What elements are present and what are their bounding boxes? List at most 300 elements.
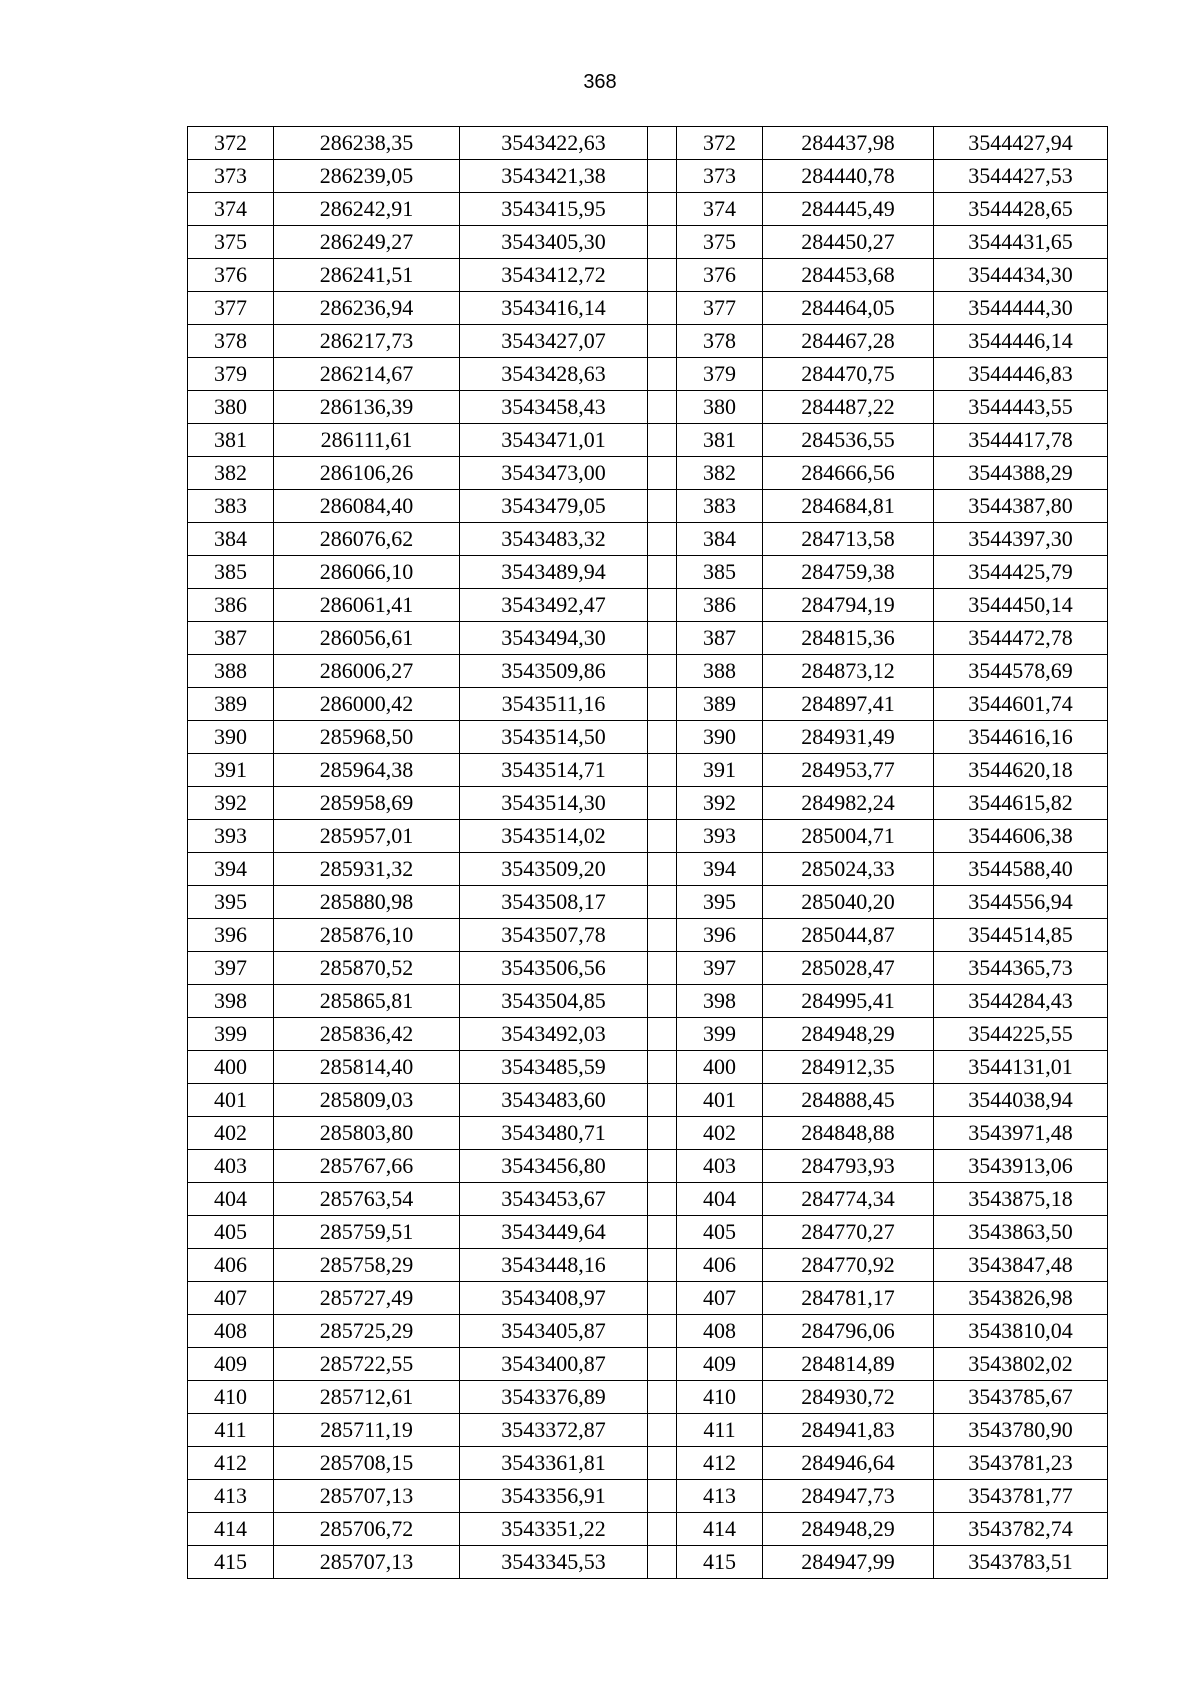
left-x-coordinate-cell: 285711,19 (274, 1414, 460, 1447)
table-row (188, 259, 1108, 292)
spacer-cell (648, 1381, 677, 1414)
right-point-number-cell: 372 (677, 127, 763, 160)
table-row (188, 1513, 1108, 1546)
right-x-coordinate-cell: 284814,89 (763, 1348, 934, 1381)
right-x-coordinate-cell: 284781,17 (763, 1282, 934, 1315)
right-y-coordinate-cell: 3544225,55 (934, 1018, 1108, 1051)
spacer-cell (648, 1117, 677, 1150)
right-point-number-cell: 405 (677, 1216, 763, 1249)
right-point-number-cell: 395 (677, 886, 763, 919)
right-x-coordinate-cell: 284464,05 (763, 292, 934, 325)
left-point-number-cell: 380 (188, 391, 274, 424)
left-y-coordinate-cell: 3543511,16 (460, 688, 648, 721)
left-y-coordinate-cell: 3543514,50 (460, 721, 648, 754)
right-y-coordinate-cell: 3544434,30 (934, 259, 1108, 292)
table-row (188, 1216, 1108, 1249)
left-point-number-cell: 397 (188, 952, 274, 985)
page-number: 368 (583, 71, 617, 93)
table-row (188, 1381, 1108, 1414)
left-point-number-cell: 415 (188, 1546, 274, 1579)
right-x-coordinate-cell: 284912,35 (763, 1051, 934, 1084)
right-x-coordinate-cell: 284995,41 (763, 985, 934, 1018)
left-point-number-cell: 402 (188, 1117, 274, 1150)
right-point-number-cell: 401 (677, 1084, 763, 1117)
right-x-coordinate-cell: 284873,12 (763, 655, 934, 688)
right-point-number-cell: 374 (677, 193, 763, 226)
right-x-coordinate-cell: 284941,83 (763, 1414, 934, 1447)
right-point-number-cell: 379 (677, 358, 763, 391)
right-point-number-cell: 396 (677, 919, 763, 952)
right-point-number-cell: 387 (677, 622, 763, 655)
spacer-cell (648, 1216, 677, 1249)
right-y-coordinate-cell: 3543802,02 (934, 1348, 1108, 1381)
left-point-number-cell: 389 (188, 688, 274, 721)
right-point-number-cell: 406 (677, 1249, 763, 1282)
right-point-number-cell: 407 (677, 1282, 763, 1315)
left-y-coordinate-cell: 3543405,87 (460, 1315, 648, 1348)
right-y-coordinate-cell: 3543847,48 (934, 1249, 1108, 1282)
spacer-cell (648, 1183, 677, 1216)
right-point-number-cell: 389 (677, 688, 763, 721)
right-x-coordinate-cell: 284982,24 (763, 787, 934, 820)
right-y-coordinate-cell: 3544417,78 (934, 424, 1108, 457)
right-x-coordinate-cell: 284684,81 (763, 490, 934, 523)
left-point-number-cell: 409 (188, 1348, 274, 1381)
table-row (188, 688, 1108, 721)
left-y-coordinate-cell: 3543448,16 (460, 1249, 648, 1282)
table-row (188, 424, 1108, 457)
right-x-coordinate-cell: 284453,68 (763, 259, 934, 292)
right-y-coordinate-cell: 3543781,77 (934, 1480, 1108, 1513)
right-point-number-cell: 397 (677, 952, 763, 985)
spacer-cell (648, 1249, 677, 1282)
right-x-coordinate-cell: 284713,58 (763, 523, 934, 556)
left-point-number-cell: 401 (188, 1084, 274, 1117)
spacer-cell (648, 127, 677, 160)
left-y-coordinate-cell: 3543421,38 (460, 160, 648, 193)
right-point-number-cell: 382 (677, 457, 763, 490)
right-x-coordinate-cell: 284930,72 (763, 1381, 934, 1414)
spacer-cell (648, 589, 677, 622)
left-point-number-cell: 376 (188, 259, 274, 292)
left-x-coordinate-cell: 285722,55 (274, 1348, 460, 1381)
spacer-cell (648, 1315, 677, 1348)
left-y-coordinate-cell: 3543485,59 (460, 1051, 648, 1084)
table-row (188, 556, 1108, 589)
table-row (188, 1282, 1108, 1315)
spacer-cell (648, 1546, 677, 1579)
left-x-coordinate-cell: 285958,69 (274, 787, 460, 820)
spacer-cell (648, 853, 677, 886)
left-y-coordinate-cell: 3543408,97 (460, 1282, 648, 1315)
right-x-coordinate-cell: 284897,41 (763, 688, 934, 721)
left-x-coordinate-cell: 285957,01 (274, 820, 460, 853)
right-y-coordinate-cell: 3543875,18 (934, 1183, 1108, 1216)
left-x-coordinate-cell: 285814,40 (274, 1051, 460, 1084)
left-x-coordinate-cell: 285876,10 (274, 919, 460, 952)
right-y-coordinate-cell: 3543783,51 (934, 1546, 1108, 1579)
left-point-number-cell: 388 (188, 655, 274, 688)
left-x-coordinate-cell: 286241,51 (274, 259, 460, 292)
spacer-cell (648, 1084, 677, 1117)
spacer-cell (648, 259, 677, 292)
right-y-coordinate-cell: 3543780,90 (934, 1414, 1108, 1447)
left-point-number-cell: 381 (188, 424, 274, 457)
spacer-cell (648, 391, 677, 424)
left-point-number-cell: 396 (188, 919, 274, 952)
table-row (188, 655, 1108, 688)
table-row (188, 952, 1108, 985)
spacer-cell (648, 1018, 677, 1051)
left-point-number-cell: 383 (188, 490, 274, 523)
right-y-coordinate-cell: 3543810,04 (934, 1315, 1108, 1348)
left-point-number-cell: 373 (188, 160, 274, 193)
table-row (188, 1546, 1108, 1579)
right-y-coordinate-cell: 3544556,94 (934, 886, 1108, 919)
left-point-number-cell: 372 (188, 127, 274, 160)
right-x-coordinate-cell: 284770,27 (763, 1216, 934, 1249)
right-x-coordinate-cell: 284948,29 (763, 1018, 934, 1051)
table-row (188, 1117, 1108, 1150)
right-point-number-cell: 399 (677, 1018, 763, 1051)
right-y-coordinate-cell: 3544578,69 (934, 655, 1108, 688)
left-point-number-cell: 378 (188, 325, 274, 358)
right-point-number-cell: 414 (677, 1513, 763, 1546)
table-row (188, 523, 1108, 556)
left-point-number-cell: 390 (188, 721, 274, 754)
right-point-number-cell: 409 (677, 1348, 763, 1381)
left-y-coordinate-cell: 3543351,22 (460, 1513, 648, 1546)
spacer-cell (648, 622, 677, 655)
spacer-cell (648, 1051, 677, 1084)
left-point-number-cell: 413 (188, 1480, 274, 1513)
left-x-coordinate-cell: 285870,52 (274, 952, 460, 985)
table-row (188, 1183, 1108, 1216)
left-x-coordinate-cell: 285725,29 (274, 1315, 460, 1348)
right-x-coordinate-cell: 284437,98 (763, 127, 934, 160)
spacer-cell (648, 952, 677, 985)
right-point-number-cell: 378 (677, 325, 763, 358)
right-point-number-cell: 377 (677, 292, 763, 325)
left-point-number-cell: 375 (188, 226, 274, 259)
spacer-cell (648, 325, 677, 358)
table-row (188, 985, 1108, 1018)
right-point-number-cell: 393 (677, 820, 763, 853)
right-point-number-cell: 373 (677, 160, 763, 193)
right-point-number-cell: 402 (677, 1117, 763, 1150)
left-x-coordinate-cell: 285803,80 (274, 1117, 460, 1150)
left-y-coordinate-cell: 3543483,32 (460, 523, 648, 556)
right-y-coordinate-cell: 3544616,16 (934, 721, 1108, 754)
spacer-cell (648, 193, 677, 226)
left-x-coordinate-cell: 286111,61 (274, 424, 460, 457)
left-x-coordinate-cell: 286066,10 (274, 556, 460, 589)
right-point-number-cell: 375 (677, 226, 763, 259)
spacer-cell (648, 292, 677, 325)
spacer-cell (648, 1348, 677, 1381)
spacer-cell (648, 655, 677, 688)
left-point-number-cell: 391 (188, 754, 274, 787)
spacer-cell (648, 754, 677, 787)
right-x-coordinate-cell: 284947,73 (763, 1480, 934, 1513)
left-y-coordinate-cell: 3543356,91 (460, 1480, 648, 1513)
table-row (188, 853, 1108, 886)
right-point-number-cell: 404 (677, 1183, 763, 1216)
left-point-number-cell: 393 (188, 820, 274, 853)
right-y-coordinate-cell: 3543826,98 (934, 1282, 1108, 1315)
right-y-coordinate-cell: 3544388,29 (934, 457, 1108, 490)
left-x-coordinate-cell: 285836,42 (274, 1018, 460, 1051)
left-point-number-cell: 399 (188, 1018, 274, 1051)
right-x-coordinate-cell: 284770,92 (763, 1249, 934, 1282)
right-x-coordinate-cell: 284931,49 (763, 721, 934, 754)
table-row (188, 820, 1108, 853)
right-y-coordinate-cell: 3544284,43 (934, 985, 1108, 1018)
right-point-number-cell: 384 (677, 523, 763, 556)
spacer-cell (648, 688, 677, 721)
left-y-coordinate-cell: 3543492,03 (460, 1018, 648, 1051)
right-point-number-cell: 410 (677, 1381, 763, 1414)
left-y-coordinate-cell: 3543415,95 (460, 193, 648, 226)
spacer-cell (648, 523, 677, 556)
spacer-cell (648, 226, 677, 259)
right-y-coordinate-cell: 3544444,30 (934, 292, 1108, 325)
right-y-coordinate-cell: 3544472,78 (934, 622, 1108, 655)
left-point-number-cell: 403 (188, 1150, 274, 1183)
left-x-coordinate-cell: 286217,73 (274, 325, 460, 358)
right-point-number-cell: 383 (677, 490, 763, 523)
right-y-coordinate-cell: 3544387,80 (934, 490, 1108, 523)
table-row (188, 160, 1108, 193)
right-x-coordinate-cell: 285040,20 (763, 886, 934, 919)
left-x-coordinate-cell: 285767,66 (274, 1150, 460, 1183)
spacer-cell (648, 490, 677, 523)
spacer-cell (648, 1480, 677, 1513)
right-point-number-cell: 411 (677, 1414, 763, 1447)
left-y-coordinate-cell: 3543473,00 (460, 457, 648, 490)
left-y-coordinate-cell: 3543422,63 (460, 127, 648, 160)
left-point-number-cell: 400 (188, 1051, 274, 1084)
spacer-cell (648, 358, 677, 391)
right-point-number-cell: 388 (677, 655, 763, 688)
left-x-coordinate-cell: 286106,26 (274, 457, 460, 490)
left-point-number-cell: 412 (188, 1447, 274, 1480)
left-y-coordinate-cell: 3543361,81 (460, 1447, 648, 1480)
left-point-number-cell: 395 (188, 886, 274, 919)
left-x-coordinate-cell: 285865,81 (274, 985, 460, 1018)
left-x-coordinate-cell: 285964,38 (274, 754, 460, 787)
table-row (188, 193, 1108, 226)
right-x-coordinate-cell: 284888,45 (763, 1084, 934, 1117)
right-y-coordinate-cell: 3544131,01 (934, 1051, 1108, 1084)
left-x-coordinate-cell: 286056,61 (274, 622, 460, 655)
left-x-coordinate-cell: 285706,72 (274, 1513, 460, 1546)
left-y-coordinate-cell: 3543514,02 (460, 820, 648, 853)
spacer-cell (648, 919, 677, 952)
spacer-cell (648, 787, 677, 820)
right-y-coordinate-cell: 3544443,55 (934, 391, 1108, 424)
right-y-coordinate-cell: 3544601,74 (934, 688, 1108, 721)
table-row (188, 1018, 1108, 1051)
left-y-coordinate-cell: 3543405,30 (460, 226, 648, 259)
right-point-number-cell: 400 (677, 1051, 763, 1084)
right-y-coordinate-cell: 3544397,30 (934, 523, 1108, 556)
right-y-coordinate-cell: 3543781,23 (934, 1447, 1108, 1480)
table-row (188, 1150, 1108, 1183)
right-x-coordinate-cell: 284947,99 (763, 1546, 934, 1579)
right-y-coordinate-cell: 3544620,18 (934, 754, 1108, 787)
right-point-number-cell: 412 (677, 1447, 763, 1480)
right-point-number-cell: 394 (677, 853, 763, 886)
right-x-coordinate-cell: 284815,36 (763, 622, 934, 655)
right-y-coordinate-cell: 3544428,65 (934, 193, 1108, 226)
table-row (188, 292, 1108, 325)
right-point-number-cell: 408 (677, 1315, 763, 1348)
left-y-coordinate-cell: 3543345,53 (460, 1546, 648, 1579)
right-x-coordinate-cell: 284666,56 (763, 457, 934, 490)
right-point-number-cell: 398 (677, 985, 763, 1018)
left-y-coordinate-cell: 3543489,94 (460, 556, 648, 589)
right-y-coordinate-cell: 3544615,82 (934, 787, 1108, 820)
left-point-number-cell: 374 (188, 193, 274, 226)
left-y-coordinate-cell: 3543494,30 (460, 622, 648, 655)
right-x-coordinate-cell: 284487,22 (763, 391, 934, 424)
left-y-coordinate-cell: 3543449,64 (460, 1216, 648, 1249)
left-x-coordinate-cell: 285968,50 (274, 721, 460, 754)
left-point-number-cell: 404 (188, 1183, 274, 1216)
right-x-coordinate-cell: 284467,28 (763, 325, 934, 358)
left-x-coordinate-cell: 285707,13 (274, 1546, 460, 1579)
right-point-number-cell: 380 (677, 391, 763, 424)
left-x-coordinate-cell: 285880,98 (274, 886, 460, 919)
spacer-cell (648, 160, 677, 193)
table-row (188, 754, 1108, 787)
left-y-coordinate-cell: 3543483,60 (460, 1084, 648, 1117)
left-x-coordinate-cell: 285708,15 (274, 1447, 460, 1480)
table-row (188, 919, 1108, 952)
left-x-coordinate-cell: 286006,27 (274, 655, 460, 688)
spacer-cell (648, 886, 677, 919)
right-x-coordinate-cell: 284450,27 (763, 226, 934, 259)
left-point-number-cell: 410 (188, 1381, 274, 1414)
right-x-coordinate-cell: 284774,34 (763, 1183, 934, 1216)
left-x-coordinate-cell: 285809,03 (274, 1084, 460, 1117)
left-x-coordinate-cell: 285707,13 (274, 1480, 460, 1513)
table-row (188, 787, 1108, 820)
right-x-coordinate-cell: 285028,47 (763, 952, 934, 985)
right-point-number-cell: 403 (677, 1150, 763, 1183)
right-x-coordinate-cell: 284794,19 (763, 589, 934, 622)
left-point-number-cell: 411 (188, 1414, 274, 1447)
coordinates-table-body (188, 127, 1108, 1579)
left-y-coordinate-cell: 3543514,30 (460, 787, 648, 820)
left-y-coordinate-cell: 3543507,78 (460, 919, 648, 952)
right-point-number-cell: 386 (677, 589, 763, 622)
left-point-number-cell: 384 (188, 523, 274, 556)
left-y-coordinate-cell: 3543412,72 (460, 259, 648, 292)
right-x-coordinate-cell: 284793,93 (763, 1150, 934, 1183)
left-x-coordinate-cell: 286214,67 (274, 358, 460, 391)
right-y-coordinate-cell: 3543971,48 (934, 1117, 1108, 1150)
table-row (188, 1249, 1108, 1282)
right-y-coordinate-cell: 3544514,85 (934, 919, 1108, 952)
left-x-coordinate-cell: 286239,05 (274, 160, 460, 193)
left-point-number-cell: 394 (188, 853, 274, 886)
left-point-number-cell: 406 (188, 1249, 274, 1282)
left-y-coordinate-cell: 3543427,07 (460, 325, 648, 358)
left-x-coordinate-cell: 285759,51 (274, 1216, 460, 1249)
spacer-cell (648, 1150, 677, 1183)
right-point-number-cell: 392 (677, 787, 763, 820)
left-y-coordinate-cell: 3543492,47 (460, 589, 648, 622)
spacer-cell (648, 721, 677, 754)
spacer-cell (648, 556, 677, 589)
left-point-number-cell: 377 (188, 292, 274, 325)
spacer-cell (648, 1282, 677, 1315)
left-x-coordinate-cell: 286076,62 (274, 523, 460, 556)
table-row (188, 457, 1108, 490)
right-point-number-cell: 415 (677, 1546, 763, 1579)
right-y-coordinate-cell: 3544450,14 (934, 589, 1108, 622)
right-y-coordinate-cell: 3544431,65 (934, 226, 1108, 259)
right-y-coordinate-cell: 3544365,73 (934, 952, 1108, 985)
right-x-coordinate-cell: 284796,06 (763, 1315, 934, 1348)
left-y-coordinate-cell: 3543400,87 (460, 1348, 648, 1381)
left-x-coordinate-cell: 286236,94 (274, 292, 460, 325)
left-x-coordinate-cell: 286242,91 (274, 193, 460, 226)
right-point-number-cell: 381 (677, 424, 763, 457)
left-x-coordinate-cell: 286084,40 (274, 490, 460, 523)
left-x-coordinate-cell: 286136,39 (274, 391, 460, 424)
right-y-coordinate-cell: 3544588,40 (934, 853, 1108, 886)
left-y-coordinate-cell: 3543479,05 (460, 490, 648, 523)
left-x-coordinate-cell: 285712,61 (274, 1381, 460, 1414)
table-row (188, 1480, 1108, 1513)
table-row (188, 325, 1108, 358)
table-row (188, 391, 1108, 424)
right-y-coordinate-cell: 3544425,79 (934, 556, 1108, 589)
left-y-coordinate-cell: 3543372,87 (460, 1414, 648, 1447)
right-point-number-cell: 376 (677, 259, 763, 292)
left-x-coordinate-cell: 286000,42 (274, 688, 460, 721)
right-x-coordinate-cell: 285044,87 (763, 919, 934, 952)
table-row (188, 1315, 1108, 1348)
table-row (188, 1414, 1108, 1447)
right-y-coordinate-cell: 3544446,83 (934, 358, 1108, 391)
right-point-number-cell: 390 (677, 721, 763, 754)
table-row (188, 1051, 1108, 1084)
table-row (188, 358, 1108, 391)
table-row (188, 886, 1108, 919)
right-y-coordinate-cell: 3543863,50 (934, 1216, 1108, 1249)
table-row (188, 226, 1108, 259)
right-y-coordinate-cell: 3544606,38 (934, 820, 1108, 853)
spacer-cell (648, 1447, 677, 1480)
right-x-coordinate-cell: 284470,75 (763, 358, 934, 391)
left-y-coordinate-cell: 3543509,20 (460, 853, 648, 886)
right-y-coordinate-cell: 3544446,14 (934, 325, 1108, 358)
left-x-coordinate-cell: 286061,41 (274, 589, 460, 622)
table-row (188, 622, 1108, 655)
left-y-coordinate-cell: 3543458,43 (460, 391, 648, 424)
left-point-number-cell: 387 (188, 622, 274, 655)
left-y-coordinate-cell: 3543508,17 (460, 886, 648, 919)
left-y-coordinate-cell: 3543504,85 (460, 985, 648, 1018)
spacer-cell (648, 1414, 677, 1447)
right-x-coordinate-cell: 284953,77 (763, 754, 934, 787)
right-x-coordinate-cell: 284440,78 (763, 160, 934, 193)
table-row (188, 127, 1108, 160)
